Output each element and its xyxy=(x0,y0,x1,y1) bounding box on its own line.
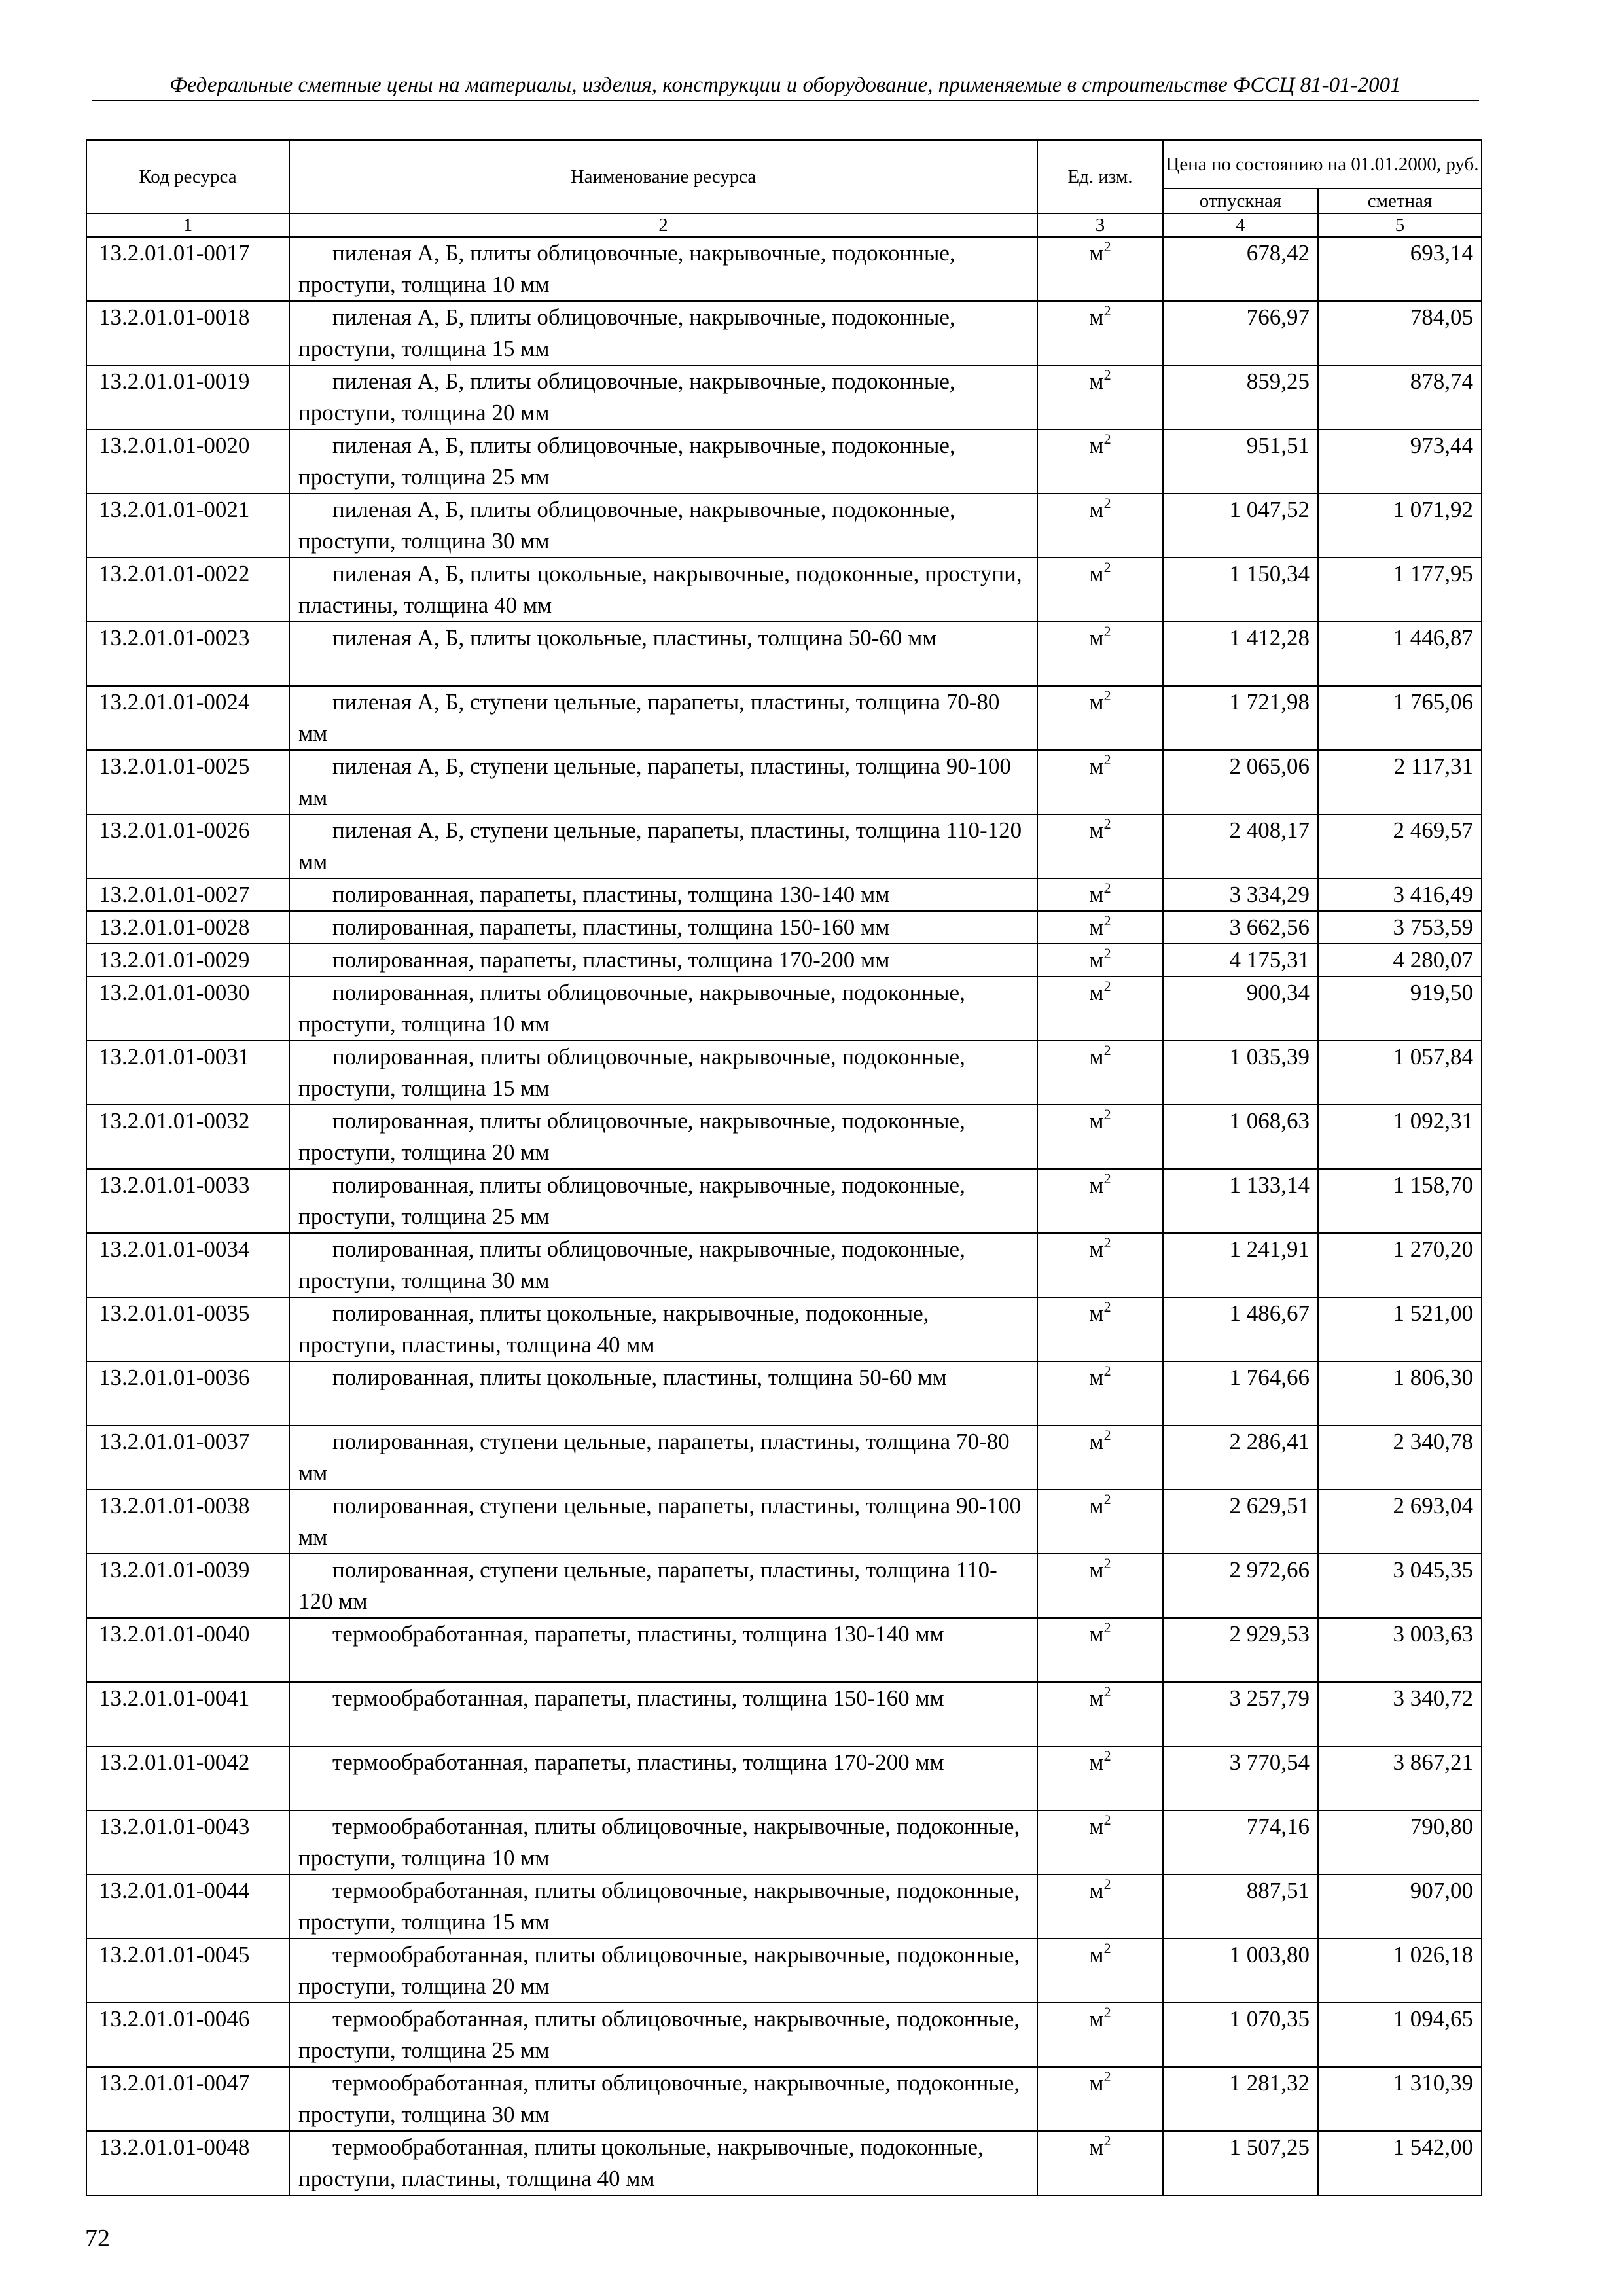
column-number: 2 xyxy=(289,213,1037,237)
unit-base: м xyxy=(1089,561,1104,586)
release-price: 3 257,79 xyxy=(1163,1682,1318,1746)
release-price: 2 408,17 xyxy=(1163,814,1318,878)
resource-name: пиленая А, Б, плиты облицовочные, накрывочные, подоконные, проступи, толщина 30 мм xyxy=(289,493,1037,558)
table-row xyxy=(86,301,1482,365)
unit-cell xyxy=(1037,977,1163,1041)
col-header-name: Наименование ресурса xyxy=(289,140,1037,213)
table-row xyxy=(86,1041,1482,1105)
table-row xyxy=(86,2067,1482,2131)
unit-base: м xyxy=(1089,1493,1104,1518)
unit-exponent: 2 xyxy=(1103,559,1111,575)
resource-code: 13.2.01.01-0031 xyxy=(86,1041,289,1105)
estimate-price: 1 057,84 xyxy=(1318,1041,1482,1105)
release-price: 2 972,66 xyxy=(1163,1554,1318,1618)
running-header: Федеральные сметные цены на материалы, изделия, конструкции и оборудование, применяемые в строительстве ФССЦ 81-01-2001 xyxy=(92,73,1479,101)
estimate-price: 1 026,18 xyxy=(1318,1939,1482,2003)
resource-name: пиленая А, Б, ступени цельные, парапеты, пластины, толщина 70-80 мм xyxy=(289,686,1037,750)
estimate-price: 2 693,04 xyxy=(1318,1490,1482,1554)
table-row xyxy=(86,493,1482,558)
release-price: 1 486,67 xyxy=(1163,1297,1318,1361)
unit-exponent: 2 xyxy=(1103,1748,1111,1764)
unit-exponent: 2 xyxy=(1103,1363,1111,1379)
col-header-code: Код ресурса xyxy=(86,140,289,213)
release-price: 859,25 xyxy=(1163,365,1318,429)
resource-name: термообработанная, плиты облицовочные, накрывочные, подоконные, проступи, толщина 15 мм xyxy=(289,1874,1037,1939)
release-price: 1 764,66 xyxy=(1163,1361,1318,1426)
release-price: 4 175,31 xyxy=(1163,944,1318,977)
release-price: 766,97 xyxy=(1163,301,1318,365)
resource-name: пиленая А, Б, плиты облицовочные, накрывочные, подоконные, проступи, толщина 10 мм xyxy=(289,237,1037,301)
unit-exponent: 2 xyxy=(1103,1170,1111,1187)
release-price: 1 133,14 xyxy=(1163,1169,1318,1233)
unit-exponent: 2 xyxy=(1103,1106,1111,1122)
unit-base: м xyxy=(1089,1365,1104,1390)
release-price: 900,34 xyxy=(1163,977,1318,1041)
unit-base: м xyxy=(1089,1942,1104,1967)
resource-name: пиленая А, Б, плиты облицовочные, накрывочные, подоконные, проступи, толщина 20 мм xyxy=(289,365,1037,429)
col-header-release: отпускная xyxy=(1163,188,1318,213)
release-price: 1 047,52 xyxy=(1163,493,1318,558)
estimate-price: 3 753,59 xyxy=(1318,911,1482,944)
resource-name: термообработанная, парапеты, пластины, толщина 170-200 мм xyxy=(289,1746,1037,1810)
unit-cell xyxy=(1037,1169,1163,1233)
resource-name: полированная, ступени цельные, парапеты, пластины, толщина 110-120 мм xyxy=(289,1554,1037,1618)
estimate-price: 1 765,06 xyxy=(1318,686,1482,750)
unit-cell xyxy=(1037,1810,1163,1874)
table-row xyxy=(86,429,1482,493)
column-number: 3 xyxy=(1037,213,1163,237)
unit-exponent: 2 xyxy=(1103,2004,1111,2020)
table-row xyxy=(86,1746,1482,1810)
resource-code: 13.2.01.01-0040 xyxy=(86,1618,289,1682)
unit-exponent: 2 xyxy=(1103,880,1111,896)
release-price: 2 065,06 xyxy=(1163,750,1318,814)
unit-base: м xyxy=(1089,1621,1104,1647)
release-price: 1 507,25 xyxy=(1163,2131,1318,2195)
resource-name: пиленая А, Б, ступени цельные, парапеты, пластины, толщина 90-100 мм xyxy=(289,750,1037,814)
table-row xyxy=(86,2131,1482,2195)
resource-code: 13.2.01.01-0022 xyxy=(86,558,289,622)
unit-exponent: 2 xyxy=(1103,431,1111,447)
unit-base: м xyxy=(1089,1108,1104,1134)
resource-name: пиленая А, Б, плиты цокольные, накрывочные, подоконные, проступи, пластины, толщина 40 мм xyxy=(289,558,1037,622)
resource-code: 13.2.01.01-0043 xyxy=(86,1810,289,1874)
table-row xyxy=(86,1361,1482,1426)
resource-name: полированная, плиты облицовочные, накрывочные, подоконные, проступи, толщина 20 мм xyxy=(289,1105,1037,1169)
unit-cell xyxy=(1037,2131,1163,2195)
resource-name: полированная, плиты цокольные, пластины, толщина 50-60 мм xyxy=(289,1361,1037,1426)
table-row xyxy=(86,1874,1482,1939)
resource-code: 13.2.01.01-0021 xyxy=(86,493,289,558)
unit-exponent: 2 xyxy=(1103,978,1111,994)
release-price: 1 150,34 xyxy=(1163,558,1318,622)
unit-base: м xyxy=(1089,2134,1104,2160)
release-price: 1 070,35 xyxy=(1163,2003,1318,2067)
estimate-price: 3 003,63 xyxy=(1318,1618,1482,1682)
release-price: 951,51 xyxy=(1163,429,1318,493)
column-number: 1 xyxy=(86,213,289,237)
unit-base: м xyxy=(1089,882,1104,907)
resource-name: пиленая А, Б, плиты облицовочные, накрывочные, подоконные, проступи, толщина 25 мм xyxy=(289,429,1037,493)
estimate-price: 1 521,00 xyxy=(1318,1297,1482,1361)
table-row xyxy=(86,1490,1482,1554)
resource-code: 13.2.01.01-0046 xyxy=(86,2003,289,2067)
unit-base: м xyxy=(1089,1749,1104,1775)
resource-code: 13.2.01.01-0037 xyxy=(86,1426,289,1490)
resource-code: 13.2.01.01-0047 xyxy=(86,2067,289,2131)
estimate-price: 1 071,92 xyxy=(1318,493,1482,558)
resource-code: 13.2.01.01-0033 xyxy=(86,1169,289,1233)
resource-code: 13.2.01.01-0029 xyxy=(86,944,289,977)
col-header-unit: Ед. изм. xyxy=(1037,140,1163,213)
resource-name: полированная, ступени цельные, парапеты, пластины, толщина 90-100 мм xyxy=(289,1490,1037,1554)
unit-exponent: 2 xyxy=(1103,2132,1111,2149)
unit-cell xyxy=(1037,1490,1163,1554)
unit-exponent: 2 xyxy=(1103,1555,1111,1571)
release-price: 2 629,51 xyxy=(1163,1490,1318,1554)
unit-base: м xyxy=(1089,689,1104,715)
unit-base: м xyxy=(1089,914,1104,940)
estimate-price: 907,00 xyxy=(1318,1874,1482,1939)
unit-exponent: 2 xyxy=(1103,912,1111,929)
release-price: 678,42 xyxy=(1163,237,1318,301)
unit-base: м xyxy=(1089,497,1104,522)
resource-code: 13.2.01.01-0044 xyxy=(86,1874,289,1939)
table-row xyxy=(86,1682,1482,1746)
estimate-price: 3 045,35 xyxy=(1318,1554,1482,1618)
unit-base: м xyxy=(1089,1429,1104,1454)
estimate-price: 790,80 xyxy=(1318,1810,1482,1874)
estimate-price: 1 158,70 xyxy=(1318,1169,1482,1233)
estimate-price: 3 867,21 xyxy=(1318,1746,1482,1810)
unit-base: м xyxy=(1089,1814,1104,1839)
unit-exponent: 2 xyxy=(1103,1876,1111,1892)
unit-cell xyxy=(1037,1297,1163,1361)
unit-exponent: 2 xyxy=(1103,238,1111,255)
estimate-price: 2 117,31 xyxy=(1318,750,1482,814)
resource-code: 13.2.01.01-0027 xyxy=(86,878,289,911)
unit-cell xyxy=(1037,301,1163,365)
unit-exponent: 2 xyxy=(1103,367,1111,383)
resource-code: 13.2.01.01-0018 xyxy=(86,301,289,365)
table-row xyxy=(86,558,1482,622)
estimate-price: 1 094,65 xyxy=(1318,2003,1482,2067)
resource-code: 13.2.01.01-0035 xyxy=(86,1297,289,1361)
unit-cell xyxy=(1037,1233,1163,1297)
unit-cell xyxy=(1037,622,1163,686)
unit-base: м xyxy=(1089,2070,1104,2096)
unit-base: м xyxy=(1089,304,1104,330)
release-price: 2 929,53 xyxy=(1163,1618,1318,1682)
estimate-price: 1 177,95 xyxy=(1318,558,1482,622)
unit-cell xyxy=(1037,814,1163,878)
unit-exponent: 2 xyxy=(1103,1299,1111,1315)
unit-base: м xyxy=(1089,753,1104,779)
table-row xyxy=(86,237,1482,301)
unit-cell xyxy=(1037,750,1163,814)
resource-code: 13.2.01.01-0042 xyxy=(86,1746,289,1810)
release-price: 887,51 xyxy=(1163,1874,1318,1939)
release-price: 1 281,32 xyxy=(1163,2067,1318,2131)
table-body xyxy=(86,237,1482,2195)
table-row xyxy=(86,750,1482,814)
table-row xyxy=(86,1426,1482,1490)
table-row xyxy=(86,365,1482,429)
resource-code: 13.2.01.01-0034 xyxy=(86,1233,289,1297)
table-row xyxy=(86,1297,1482,1361)
resource-code: 13.2.01.01-0038 xyxy=(86,1490,289,1554)
estimate-price: 878,74 xyxy=(1318,365,1482,429)
unit-cell xyxy=(1037,1554,1163,1618)
estimate-price: 3 340,72 xyxy=(1318,1682,1482,1746)
unit-cell xyxy=(1037,1361,1163,1426)
unit-cell xyxy=(1037,686,1163,750)
resource-name: термообработанная, плиты облицовочные, накрывочные, подоконные, проступи, толщина 20 мм xyxy=(289,1939,1037,2003)
unit-base: м xyxy=(1089,1172,1104,1198)
release-price: 1 003,80 xyxy=(1163,1939,1318,2003)
resource-code: 13.2.01.01-0048 xyxy=(86,2131,289,2195)
estimate-price: 2 340,78 xyxy=(1318,1426,1482,1490)
table-row xyxy=(86,911,1482,944)
unit-base: м xyxy=(1089,1236,1104,1262)
unit-cell xyxy=(1037,365,1163,429)
table-row xyxy=(86,622,1482,686)
unit-base: м xyxy=(1089,1300,1104,1326)
unit-exponent: 2 xyxy=(1103,687,1111,704)
resource-name: пиленая А, Б, ступени цельные, парапеты, пластины, толщина 110-120 мм xyxy=(289,814,1037,878)
unit-base: м xyxy=(1089,240,1104,266)
unit-base: м xyxy=(1089,1878,1104,1903)
unit-base: м xyxy=(1089,1685,1104,1711)
release-price: 3 334,29 xyxy=(1163,878,1318,911)
resource-name: полированная, парапеты, пластины, толщина 170-200 мм xyxy=(289,944,1037,977)
unit-cell xyxy=(1037,944,1163,977)
table-row xyxy=(86,686,1482,750)
unit-base: м xyxy=(1089,433,1104,458)
unit-cell xyxy=(1037,1874,1163,1939)
unit-cell xyxy=(1037,2067,1163,2131)
unit-exponent: 2 xyxy=(1103,1619,1111,1636)
unit-cell xyxy=(1037,1426,1163,1490)
unit-cell xyxy=(1037,1746,1163,1810)
table-row xyxy=(86,1233,1482,1297)
estimate-price: 1 092,31 xyxy=(1318,1105,1482,1169)
resource-code: 13.2.01.01-0019 xyxy=(86,365,289,429)
resource-name: полированная, парапеты, пластины, толщина 130-140 мм xyxy=(289,878,1037,911)
table-row xyxy=(86,1554,1482,1618)
release-price: 2 286,41 xyxy=(1163,1426,1318,1490)
resource-code: 13.2.01.01-0039 xyxy=(86,1554,289,1618)
col-header-estimate: сметная xyxy=(1318,188,1482,213)
unit-exponent: 2 xyxy=(1103,1683,1111,1700)
table-row xyxy=(86,1618,1482,1682)
resource-code: 13.2.01.01-0032 xyxy=(86,1105,289,1169)
resource-code: 13.2.01.01-0036 xyxy=(86,1361,289,1426)
estimate-price: 784,05 xyxy=(1318,301,1482,365)
resource-name: термообработанная, плиты облицовочные, накрывочные, подоконные, проступи, толщина 25 мм xyxy=(289,2003,1037,2067)
release-price: 3 770,54 xyxy=(1163,1746,1318,1810)
unit-exponent: 2 xyxy=(1103,495,1111,511)
resource-name: термообработанная, плиты облицовочные, накрывочные, подоконные, проступи, толщина 10 мм xyxy=(289,1810,1037,1874)
unit-cell xyxy=(1037,1682,1163,1746)
unit-cell xyxy=(1037,2003,1163,2067)
release-price: 1 412,28 xyxy=(1163,622,1318,686)
unit-base: м xyxy=(1089,817,1104,843)
table-row xyxy=(86,1105,1482,1169)
unit-exponent: 2 xyxy=(1103,1234,1111,1251)
resource-code: 13.2.01.01-0045 xyxy=(86,1939,289,2003)
unit-cell xyxy=(1037,1939,1163,2003)
table-row xyxy=(86,1939,1482,2003)
resource-name: термообработанная, парапеты, пластины, толщина 150-160 мм xyxy=(289,1682,1037,1746)
estimate-price: 4 280,07 xyxy=(1318,944,1482,977)
resource-name: термообработанная, парапеты, пластины, толщина 130-140 мм xyxy=(289,1618,1037,1682)
resource-name: термообработанная, плиты цокольные, накрывочные, подоконные, проступи, пластины, толщина 40 мм xyxy=(289,2131,1037,2195)
unit-cell xyxy=(1037,911,1163,944)
unit-exponent: 2 xyxy=(1103,1491,1111,1507)
resource-name: полированная, плиты облицовочные, накрывочные, подоконные, проступи, толщина 10 мм xyxy=(289,977,1037,1041)
unit-cell xyxy=(1037,1618,1163,1682)
resource-name: полированная, парапеты, пластины, толщина 150-160 мм xyxy=(289,911,1037,944)
table-row xyxy=(86,1810,1482,1874)
unit-base: м xyxy=(1089,947,1104,973)
resource-code: 13.2.01.01-0024 xyxy=(86,686,289,750)
table-row xyxy=(86,1169,1482,1233)
unit-cell xyxy=(1037,1105,1163,1169)
unit-exponent: 2 xyxy=(1103,1427,1111,1443)
unit-cell xyxy=(1037,429,1163,493)
unit-cell xyxy=(1037,1041,1163,1105)
estimate-price: 2 469,57 xyxy=(1318,814,1482,878)
resource-name: пиленая А, Б, плиты облицовочные, накрывочные, подоконные, проступи, толщина 15 мм xyxy=(289,301,1037,365)
unit-exponent: 2 xyxy=(1103,302,1111,319)
table-row xyxy=(86,2003,1482,2067)
resource-name: полированная, плиты облицовочные, накрывочные, подоконные, проступи, толщина 30 мм xyxy=(289,1233,1037,1297)
table-row xyxy=(86,944,1482,977)
column-number-row xyxy=(86,213,1482,237)
unit-base: м xyxy=(1089,2006,1104,2032)
estimate-price: 693,14 xyxy=(1318,237,1482,301)
unit-exponent: 2 xyxy=(1103,1812,1111,1828)
resource-code: 13.2.01.01-0025 xyxy=(86,750,289,814)
price-table xyxy=(86,139,1482,2196)
estimate-price: 973,44 xyxy=(1318,429,1482,493)
resource-name: полированная, плиты цокольные, накрывочные, подоконные, проступи, пластины, толщина 40 мм xyxy=(289,1297,1037,1361)
resource-code: 13.2.01.01-0023 xyxy=(86,622,289,686)
estimate-price: 1 310,39 xyxy=(1318,2067,1482,2131)
column-number: 4 xyxy=(1163,213,1318,237)
estimate-price: 3 416,49 xyxy=(1318,878,1482,911)
unit-exponent: 2 xyxy=(1103,2068,1111,2085)
release-price: 774,16 xyxy=(1163,1810,1318,1874)
unit-base: м xyxy=(1089,1557,1104,1583)
resource-code: 13.2.01.01-0030 xyxy=(86,977,289,1041)
resource-name: полированная, плиты облицовочные, накрывочные, подоконные, проступи, толщина 25 мм xyxy=(289,1169,1037,1233)
unit-base: м xyxy=(1089,1044,1104,1069)
unit-exponent: 2 xyxy=(1103,1042,1111,1058)
resource-code: 13.2.01.01-0017 xyxy=(86,237,289,301)
estimate-price: 1 542,00 xyxy=(1318,2131,1482,2195)
page-number: 72 xyxy=(85,2225,110,2252)
resource-code: 13.2.01.01-0026 xyxy=(86,814,289,878)
estimate-price: 1 806,30 xyxy=(1318,1361,1482,1426)
resource-name: пиленая А, Б, плиты цокольные, пластины, толщина 50-60 мм xyxy=(289,622,1037,686)
resource-name: термообработанная, плиты облицовочные, накрывочные, подоконные, проступи, толщина 30 мм xyxy=(289,2067,1037,2131)
table-row xyxy=(86,814,1482,878)
estimate-price: 919,50 xyxy=(1318,977,1482,1041)
unit-cell xyxy=(1037,878,1163,911)
release-price: 1 068,63 xyxy=(1163,1105,1318,1169)
resource-code: 13.2.01.01-0028 xyxy=(86,911,289,944)
unit-cell xyxy=(1037,237,1163,301)
unit-base: м xyxy=(1089,625,1104,651)
estimate-price: 1 446,87 xyxy=(1318,622,1482,686)
unit-cell xyxy=(1037,558,1163,622)
release-price: 1 721,98 xyxy=(1163,686,1318,750)
unit-exponent: 2 xyxy=(1103,751,1111,768)
resource-code: 13.2.01.01-0041 xyxy=(86,1682,289,1746)
estimate-price: 1 270,20 xyxy=(1318,1233,1482,1297)
release-price: 1 035,39 xyxy=(1163,1041,1318,1105)
unit-exponent: 2 xyxy=(1103,816,1111,832)
table-row xyxy=(86,977,1482,1041)
table-row xyxy=(86,878,1482,911)
resource-code: 13.2.01.01-0020 xyxy=(86,429,289,493)
unit-base: м xyxy=(1089,980,1104,1005)
unit-cell xyxy=(1037,493,1163,558)
unit-exponent: 2 xyxy=(1103,1940,1111,1956)
release-price: 1 241,91 xyxy=(1163,1233,1318,1297)
resource-name: полированная, плиты облицовочные, накрывочные, подоконные, проступи, толщина 15 мм xyxy=(289,1041,1037,1105)
unit-base: м xyxy=(1089,368,1104,394)
unit-exponent: 2 xyxy=(1103,945,1111,961)
release-price: 3 662,56 xyxy=(1163,911,1318,944)
column-number: 5 xyxy=(1318,213,1482,237)
resource-name: полированная, ступени цельные, парапеты, пластины, толщина 70-80 мм xyxy=(289,1426,1037,1490)
unit-exponent: 2 xyxy=(1103,623,1111,639)
col-header-price-group: Цена по состоянию на 01.01.2000, руб. xyxy=(1163,140,1482,188)
